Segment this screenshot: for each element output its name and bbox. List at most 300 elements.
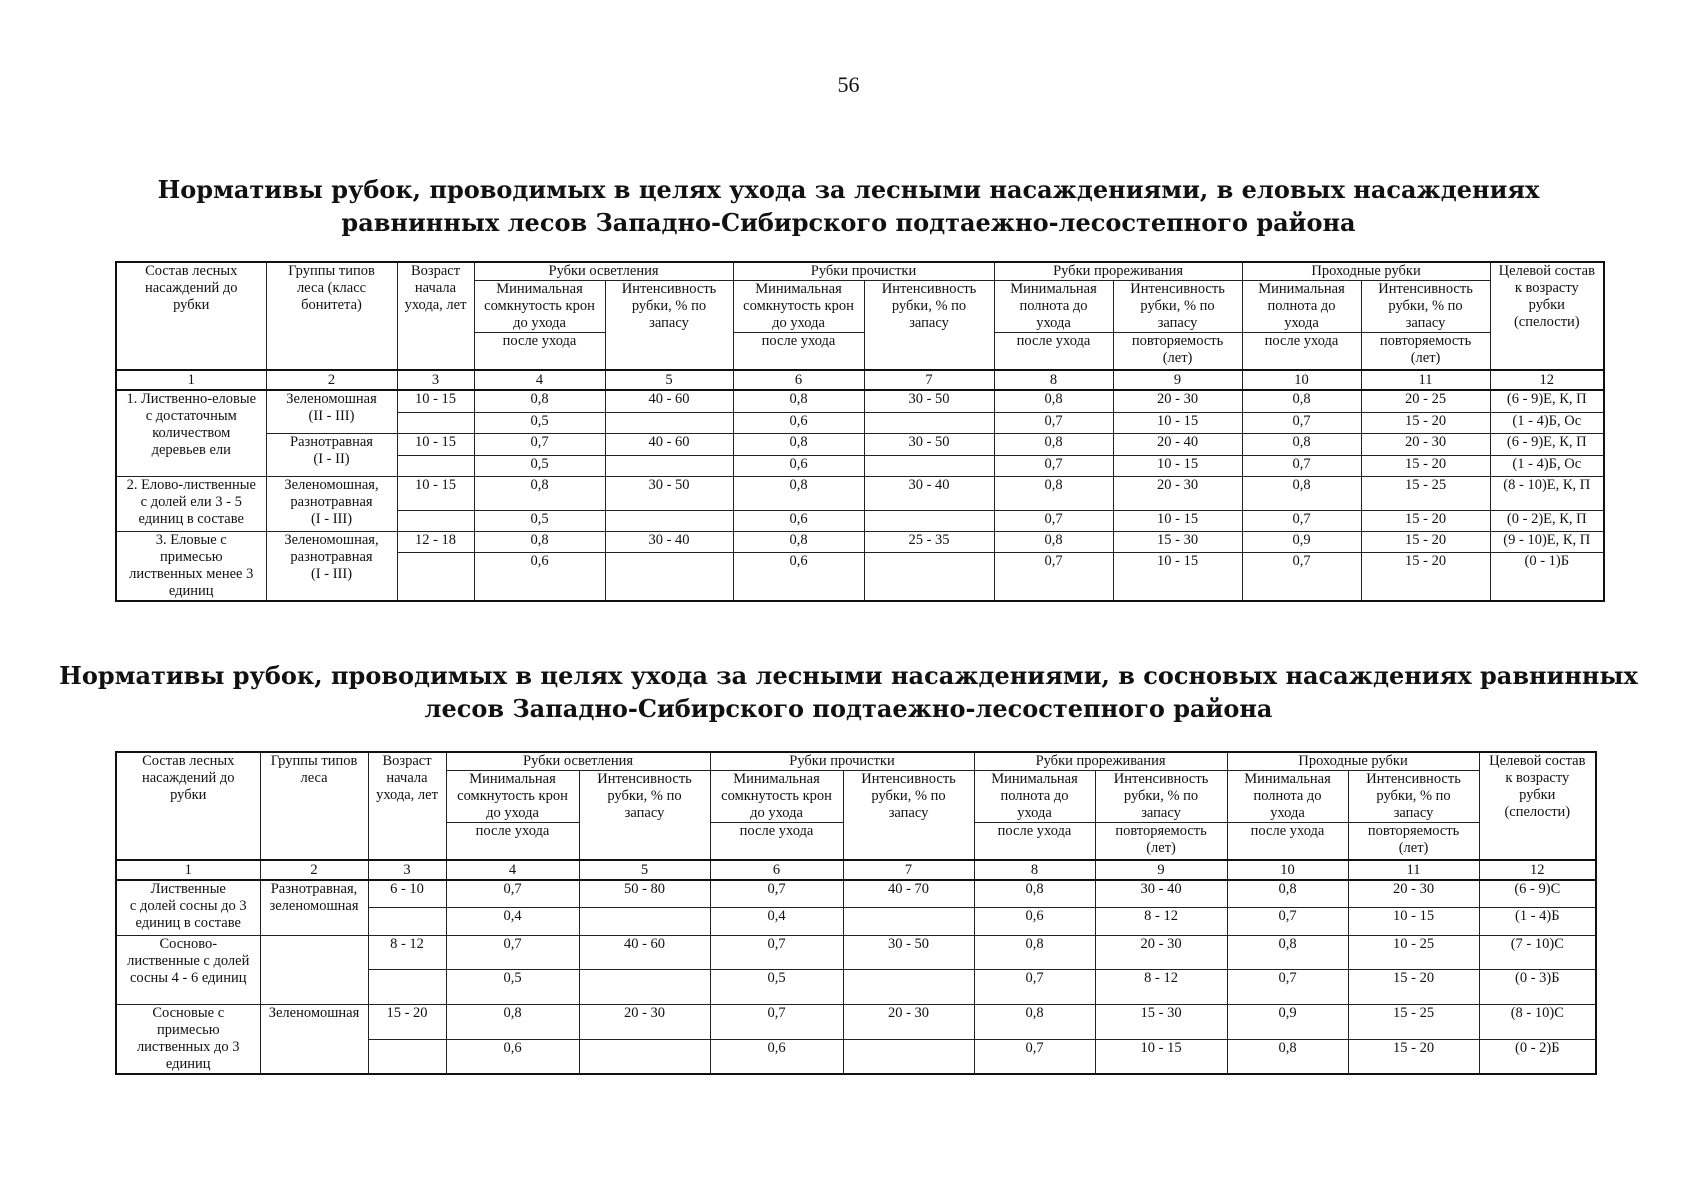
value-cell-text: 0,5 [530, 511, 549, 527]
header-row [116, 262, 1604, 281]
value-cell-text: (6 - 9)Е, К, П [1506, 434, 1587, 450]
value-cell-text: 40 - 60 [648, 434, 690, 450]
value-cell [1361, 456, 1490, 477]
column-number [994, 370, 1113, 390]
value-cell-text: 0,5 [530, 456, 549, 472]
value-cell [994, 434, 1113, 456]
value-cell-text: 12 - 18 [414, 532, 457, 548]
min-closure-header-text: сомкнутость крон [484, 298, 595, 314]
value-cell [1113, 456, 1242, 477]
value-cell [710, 1040, 843, 1075]
intensity-header-text: рубки, % по [631, 298, 707, 314]
min-closure-header-text: сомкнутость крон [721, 788, 832, 804]
intensity-header [579, 771, 710, 861]
column-number [116, 860, 260, 880]
value-cell-text: 40 - 60 [648, 391, 690, 407]
value-cell [1361, 434, 1490, 456]
column-number-text: 12 [1530, 862, 1545, 878]
column-number-text: 7 [925, 372, 933, 388]
value-cell [474, 390, 605, 413]
min-closure-header [446, 771, 579, 823]
intensity-header-text: Интенсивность [1113, 771, 1209, 787]
table2-title-line1: Нормативы рубок, проводимых в целях ухода за лесными насаждениями, в сосновых насаждениях равнинных [59, 661, 1638, 690]
composition-cell-text: количеством [152, 425, 231, 441]
column-number [368, 860, 446, 880]
value-cell-text: 0,7 [1044, 413, 1063, 429]
intensity-header [1361, 281, 1490, 333]
value-cell-text: 0,7 [767, 1005, 786, 1021]
value-cell-text: (7 - 10)С [1510, 936, 1564, 952]
after-care-header [994, 333, 1113, 371]
value-cell-text: 0,7 [1292, 456, 1311, 472]
intensity-header [843, 771, 974, 861]
value-cell [710, 970, 843, 1005]
pass-cut-header [1227, 752, 1479, 771]
value-cell-text: 0,7 [1292, 511, 1311, 527]
column-number [1095, 860, 1227, 880]
value-cell [1113, 390, 1242, 413]
value-cell-text: 0,7 [1278, 970, 1297, 986]
value-cell-text: 15 - 20 [1404, 413, 1447, 429]
column-number [1479, 860, 1596, 880]
intensity-header-text: Интенсивность [881, 281, 977, 297]
value-cell-text: 10 - 25 [1392, 936, 1435, 952]
value-cell-text: (6 - 9)С [1514, 881, 1561, 897]
forest-group-cell-text: (I - III) [310, 511, 353, 527]
forest-group-cell-text: (I - III) [310, 566, 353, 582]
value-cell [864, 456, 994, 477]
forest-group-cell-text: разнотравная [290, 494, 373, 510]
column-number-row [116, 370, 1604, 390]
column-number-text: 9 [1157, 862, 1165, 878]
value-cell [446, 880, 579, 908]
value-cell [1227, 1040, 1348, 1075]
value-cell-text: (9 - 10)Е, К, П [1503, 532, 1591, 548]
value-cell [843, 908, 974, 936]
value-cell-text: 8 - 12 [390, 936, 424, 952]
forest-group-header [260, 752, 368, 860]
forest-group-header-text: Группы типов [288, 263, 375, 279]
value-cell-text: 0,7 [1025, 970, 1044, 986]
age-header-text: Возраст [382, 753, 432, 769]
min-closure-header-text: Минимальная [496, 281, 583, 297]
pass-cut-header-text: Проходные рубки [1311, 263, 1421, 279]
value-cell-text: (1 - 4)Б, Ос [1512, 413, 1582, 429]
after-care-header-text: после ухода [502, 333, 577, 349]
table1-title-line2: равнинных лесов Западно-Сибирского подтаежно-лесостепного района [341, 208, 1356, 237]
value-cell [843, 936, 974, 970]
column-number-text: 6 [772, 862, 781, 878]
value-cell-text: 0,8 [789, 532, 808, 548]
value-cell-text: 0,7 [503, 936, 522, 952]
after-care-header-text: после ухода [761, 333, 836, 349]
value-cell-text: 15 - 25 [1404, 477, 1447, 493]
forest-group-header-text: Группы типов [270, 753, 358, 769]
forest-group-cell [266, 434, 397, 477]
value-cell [1490, 390, 1604, 413]
after-care-header-text: после ухода [997, 823, 1072, 839]
min-density-header-text: ухода [1036, 315, 1071, 331]
forest-group-header [266, 262, 397, 370]
composition-cell-text: с достаточным [145, 408, 237, 424]
value-cell [397, 434, 474, 456]
value-cell-text: 30 - 40 [1140, 881, 1182, 897]
value-cell-text: 20 - 30 [1404, 434, 1447, 450]
value-cell-text: (8 - 10)С [1510, 1005, 1564, 1021]
value-cell-text: 20 - 30 [1156, 477, 1199, 493]
age-header-text: ухода, лет [376, 787, 438, 803]
intensity-header-text: запасу [1393, 805, 1434, 821]
value-cell-text: 0,8 [530, 532, 549, 548]
min-closure-header-text: Минимальная [755, 281, 842, 297]
value-cell [605, 413, 733, 434]
repeat-header [1361, 333, 1490, 371]
value-cell [974, 1040, 1095, 1075]
value-cell-text: 0,8 [789, 391, 808, 407]
forest-group-cell-text: Зеленомошная [286, 391, 377, 407]
value-cell-text: 0,8 [1044, 532, 1063, 548]
target-composition-header-text: (спелости) [1513, 314, 1580, 330]
value-cell-text: 15 - 20 [1404, 553, 1447, 570]
target-composition-header [1479, 752, 1596, 860]
light-cut-header-text: Рубки осветления [523, 753, 634, 769]
intensity-header [1348, 771, 1479, 823]
clean-cut-header [733, 262, 994, 281]
column-number-text: 10 [1294, 372, 1309, 388]
after-care-header [710, 823, 843, 861]
column-number-text: 7 [904, 862, 913, 878]
value-cell [1242, 532, 1361, 553]
value-cell [1348, 970, 1479, 1005]
table-row [116, 532, 1604, 553]
composition-cell-text: единиц [168, 583, 214, 599]
clean-cut-header [710, 752, 974, 771]
value-cell [864, 434, 994, 456]
value-cell-text: 0,8 [1292, 391, 1311, 407]
value-cell [1242, 434, 1361, 456]
target-composition-header-text: к возрасту [1514, 280, 1579, 296]
min-closure-header [474, 281, 605, 333]
composition-cell-text: Лиственные [150, 881, 226, 897]
value-cell-text: 40 - 60 [623, 936, 666, 952]
value-cell [864, 390, 994, 413]
forest-group-cell-text: (I - II) [313, 451, 350, 467]
value-cell [446, 970, 579, 1005]
value-cell [843, 880, 974, 908]
min-density-header-text: Минимальная [1010, 281, 1097, 297]
after-care-header-text: после ухода [1264, 333, 1339, 349]
value-cell [474, 511, 605, 532]
value-cell-text: 10 - 15 [1140, 1040, 1182, 1056]
repeat-header [1095, 823, 1227, 861]
value-cell [1490, 511, 1604, 532]
value-cell [397, 390, 474, 413]
repeat-header-text: повторяемость [1131, 333, 1224, 349]
value-cell [474, 413, 605, 434]
value-cell [1361, 511, 1490, 532]
column-number [579, 860, 710, 880]
intensity-header [1095, 771, 1227, 823]
forest-group-cell [266, 477, 397, 532]
value-cell [579, 908, 710, 936]
column-number-text: 6 [794, 372, 803, 388]
value-cell [579, 970, 710, 1005]
value-cell-text: 0,7 [503, 881, 522, 897]
value-cell-text: 0,6 [789, 511, 808, 527]
intensity-header-text: запасу [909, 315, 949, 331]
value-cell-text: 15 - 20 [1404, 456, 1447, 472]
min-density-header-text: Минимальная [1244, 771, 1331, 787]
value-cell-text: 0,5 [767, 970, 786, 986]
value-cell [474, 456, 605, 477]
min-density-header-text: Минимальная [1258, 281, 1345, 297]
intensity-header [605, 281, 733, 371]
forest-group-cell [260, 880, 368, 936]
value-cell [1479, 970, 1596, 1005]
target-composition-header-text: рубки [1528, 297, 1565, 313]
min-density-header [1242, 281, 1361, 333]
value-cell [1242, 390, 1361, 413]
value-cell-text: 40 - 70 [887, 881, 930, 897]
value-cell [1113, 434, 1242, 456]
value-cell [368, 936, 446, 970]
composition-cell-text: лиственные с долей [127, 953, 250, 969]
value-cell-text: 6 - 10 [390, 881, 424, 897]
value-cell-text: 0,7 [1044, 456, 1063, 472]
forest-group-cell-text: разнотравная [290, 549, 373, 565]
table-row [116, 1005, 1596, 1040]
table2-title [0, 659, 1697, 725]
value-cell [474, 553, 605, 601]
composition-cell-text: лиственных менее 3 [129, 566, 254, 582]
column-number [605, 370, 733, 390]
column-number [260, 860, 368, 880]
composition-cell-text: 3. Еловые с [155, 532, 227, 548]
value-cell [474, 434, 605, 456]
min-closure-header-text: Минимальная [733, 771, 820, 787]
value-cell [474, 532, 605, 553]
pine-norms-table [115, 751, 1597, 1075]
composition-cell [116, 880, 260, 936]
value-cell [994, 511, 1113, 532]
value-cell-text: 0,7 [1044, 511, 1063, 527]
value-cell-text: (0 - 3)Б [1515, 970, 1560, 986]
min-closure-header-text: до ухода [513, 315, 566, 331]
clean-cut-header-text: Рубки прочистки [810, 263, 917, 279]
column-number [1348, 860, 1479, 880]
value-cell [864, 553, 994, 601]
value-cell [1361, 553, 1490, 601]
value-cell-text: 15 - 20 [1404, 511, 1447, 527]
value-cell [1227, 970, 1348, 1005]
value-cell [397, 413, 474, 434]
forest-group-header-text: леса (класс [296, 280, 367, 296]
value-cell [446, 1040, 579, 1075]
value-cell [446, 936, 579, 970]
column-number-text: 11 [1418, 372, 1433, 388]
value-cell [710, 908, 843, 936]
value-cell-text: 0,6 [767, 1040, 786, 1056]
intensity-header-text: рубки, % по [607, 788, 682, 804]
column-number-text: 4 [508, 862, 517, 878]
value-cell-text: 0,5 [530, 413, 549, 429]
value-cell [368, 908, 446, 936]
value-cell [1113, 413, 1242, 434]
value-cell-text: 0,5 [503, 970, 522, 986]
composition-cell-text: с долей ели 3 - 5 [140, 494, 242, 510]
composition-cell-text: с долей сосны до 3 [129, 898, 247, 914]
intensity-header-text: рубки, % по [1388, 298, 1463, 314]
value-cell-text: 30 - 40 [648, 532, 690, 548]
forest-group-header-text: леса [300, 770, 328, 786]
min-density-header-text: полнота до [1267, 298, 1336, 314]
value-cell-text: (0 - 2)Б [1515, 1040, 1560, 1056]
value-cell-text: 0,4 [767, 908, 786, 924]
composition-header-text: насаждений до [141, 770, 235, 786]
value-cell-text: 0,6 [503, 1040, 522, 1056]
value-cell-text: 0,8 [530, 477, 549, 493]
age-header [368, 752, 446, 860]
value-cell-text: 0,8 [789, 434, 808, 450]
value-cell-text: 15 - 20 [1392, 970, 1435, 986]
value-cell [397, 553, 474, 601]
column-number [864, 370, 994, 390]
value-cell-text: 0,8 [1044, 434, 1063, 450]
target-composition-header-text: рубки [1519, 787, 1556, 803]
min-density-header [974, 771, 1095, 823]
value-cell-text: (6 - 9)Е, К, П [1506, 391, 1587, 407]
value-cell-text: 0,8 [1278, 1040, 1297, 1056]
value-cell [446, 1005, 579, 1040]
intensity-header-text: рубки, % по [1123, 788, 1199, 804]
column-number [397, 370, 474, 390]
forest-group-cell [266, 390, 397, 434]
composition-header-text: насаждений до [144, 280, 238, 296]
value-cell-text: 30 - 50 [887, 936, 930, 952]
table-row [116, 434, 1604, 456]
min-density-header-text: полнота до [1019, 298, 1088, 314]
value-cell [605, 434, 733, 456]
intensity-header-text: запасу [649, 315, 689, 331]
value-cell-text: 0,7 [767, 936, 786, 952]
value-cell-text: 0,8 [1278, 881, 1297, 897]
forest-group-cell-text: Зеленомошная [268, 1005, 360, 1021]
composition-cell-text: лиственных до 3 [136, 1039, 240, 1055]
value-cell-text: 0,8 [1025, 881, 1044, 897]
column-number-text: 5 [665, 372, 673, 388]
value-cell-text: 0,8 [1044, 391, 1063, 407]
forest-group-cell [260, 936, 368, 1005]
value-cell-text: (1 - 4)Б, Ос [1512, 456, 1582, 472]
column-number-text: 1 [184, 862, 192, 878]
value-cell [1227, 908, 1348, 936]
value-cell [994, 532, 1113, 553]
column-number [710, 860, 843, 880]
intensity-header-text: запасу [624, 805, 665, 821]
column-number-text: 8 [1049, 372, 1058, 388]
intensity-header-text: Интенсивность [1130, 281, 1225, 297]
value-cell-text: 0,8 [1278, 936, 1297, 952]
value-cell [1227, 1005, 1348, 1040]
composition-cell-text: деревьев ели [151, 442, 231, 458]
column-number-text: 5 [640, 862, 649, 878]
repeat-header [1113, 333, 1242, 371]
intensity-header-text: рубки, % по [1140, 298, 1215, 314]
value-cell [1361, 532, 1490, 553]
repeat-header-text: повторяемость [1379, 333, 1472, 349]
after-care-header-text: после ухода [1250, 823, 1325, 839]
value-cell [733, 477, 864, 511]
min-closure-header-text: сомкнутость крон [743, 298, 854, 314]
composition-header-text: рубки [170, 787, 207, 803]
forest-group-cell-text: (II - III) [308, 408, 355, 424]
value-cell [446, 908, 579, 936]
value-cell [1479, 908, 1596, 936]
intensity-header-text: Интенсивность [1366, 771, 1461, 787]
value-cell-text: (1 - 4)Б [1515, 908, 1560, 924]
light-cut-header-text: Рубки осветления [548, 263, 659, 279]
value-cell [1227, 880, 1348, 908]
value-cell-text: 20 - 30 [1392, 881, 1435, 897]
value-cell [397, 456, 474, 477]
repeat-header-text: (лет) [1398, 840, 1429, 856]
min-density-header-text: ухода [1270, 805, 1305, 821]
value-cell-text: 15 - 20 [386, 1005, 428, 1021]
value-cell-text: 30 - 50 [908, 391, 950, 407]
value-cell-text: 0,7 [767, 881, 786, 897]
value-cell-text: 0,7 [1292, 413, 1311, 429]
value-cell [974, 970, 1095, 1005]
intensity-header-text: Интенсивность [597, 771, 692, 787]
value-cell-text: 20 - 30 [1156, 391, 1199, 407]
value-cell-text: 0,6 [530, 553, 549, 570]
target-composition-header-text: к возрасту [1505, 770, 1570, 786]
value-cell [368, 880, 446, 908]
intensity-header-text: запасу [1157, 315, 1198, 331]
age-header-text: начала [414, 280, 457, 296]
table-row [116, 880, 1596, 908]
forest-group-cell-text: Зеленомошная, [284, 477, 379, 493]
column-number-text: 3 [403, 862, 411, 878]
value-cell-text: 0,8 [1292, 477, 1311, 493]
composition-cell [116, 390, 266, 477]
value-cell-text: (0 - 2)Е, К, П [1506, 511, 1587, 527]
column-number-row [116, 860, 1596, 880]
value-cell-text: 30 - 40 [908, 477, 950, 493]
value-cell [474, 477, 605, 511]
composition-header [116, 752, 260, 860]
value-cell-text: 20 - 25 [1404, 391, 1447, 407]
value-cell-text: 10 - 15 [414, 434, 457, 450]
value-cell [1361, 477, 1490, 511]
value-cell [1479, 1005, 1596, 1040]
value-cell [1361, 413, 1490, 434]
value-cell [1490, 456, 1604, 477]
composition-cell [116, 532, 266, 602]
value-cell-text: 10 - 15 [1156, 553, 1199, 570]
composition-cell-text: примесью [156, 1022, 220, 1038]
value-cell [368, 1005, 446, 1040]
min-closure-header-text: до ухода [772, 315, 825, 331]
value-cell [397, 532, 474, 553]
column-number-text: 4 [535, 372, 544, 388]
min-density-header-text: ухода [1284, 315, 1319, 331]
intensity-header-text: запасу [1141, 805, 1181, 821]
value-cell-text: 0,7 [530, 434, 549, 450]
column-number [1490, 370, 1604, 390]
value-cell-text: 0,8 [530, 391, 549, 407]
value-cell-text: 10 - 15 [1392, 908, 1435, 924]
